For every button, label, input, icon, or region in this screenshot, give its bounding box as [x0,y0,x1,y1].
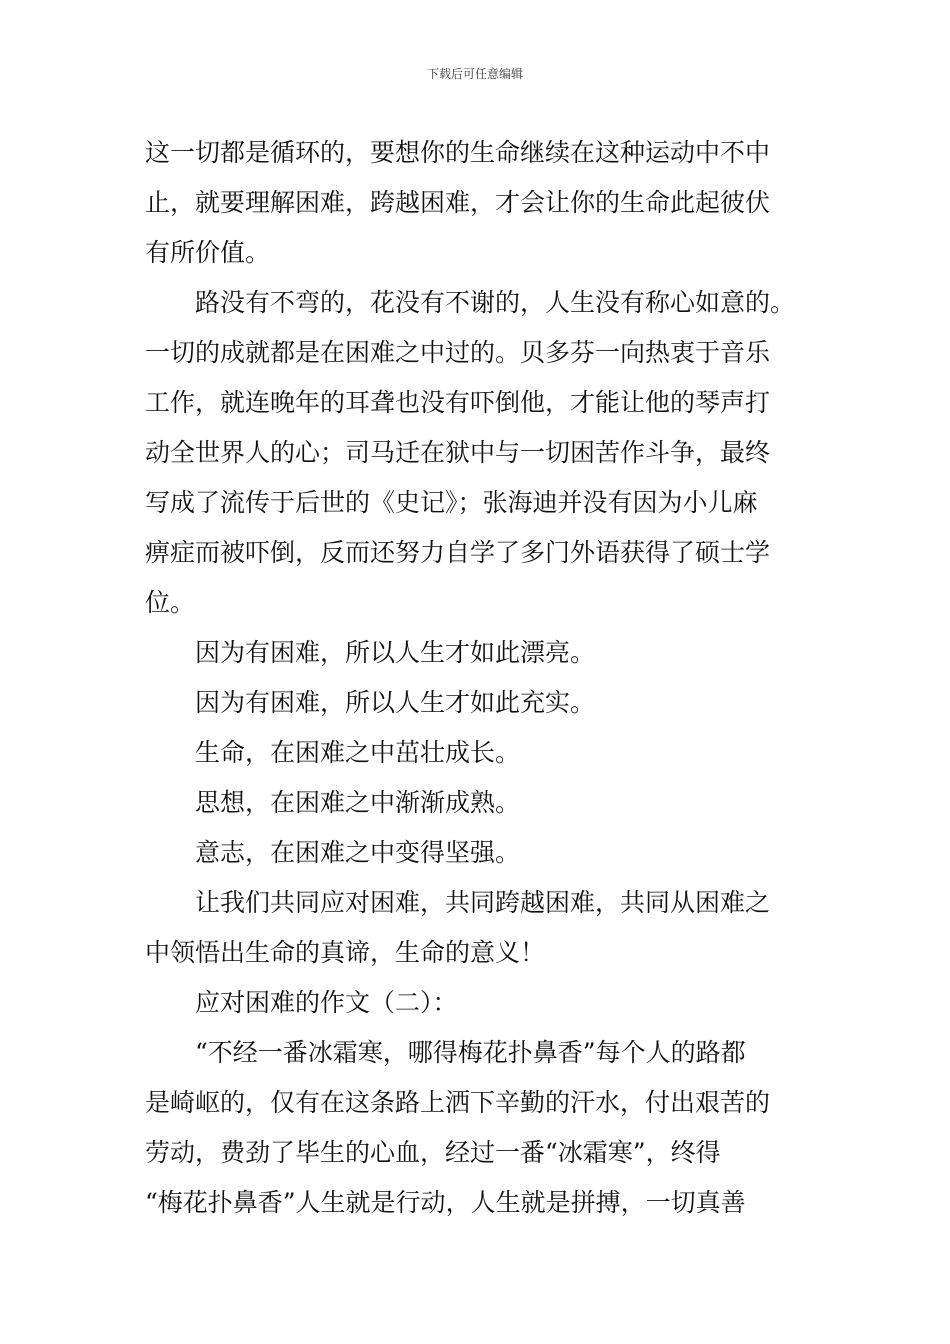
text-line: 位。 [145,588,196,617]
paragraph [145,278,810,628]
text-line: 写成了流传于后世的《史记》；张海迪并没有因为小儿麻 [145,488,758,517]
paragraph [145,628,810,678]
paragraph [145,128,810,278]
document-body [145,128,810,1228]
paragraph [145,678,810,728]
text-line: “不经一番冰霜寒，哪得梅花扑鼻香”每个人的路都 [195,1038,746,1067]
text-line: 因为有困难，所以人生才如此漂亮。 [195,638,596,667]
text-line: “梅花扑鼻香”人生就是行动，人生就是拼搏，一切真善 [145,1188,746,1217]
text-line: 中领悟出生命的真谛，生命的意义！ [145,938,546,967]
text-line: 这一切都是循环的，要想你的生命继续在这种运动中不中 [145,138,771,167]
text-line: 应对困难的作文（二）： [195,988,458,1017]
paragraph [145,778,810,828]
text-line: 止，就要理解困难，跨越困难，才会让你的生命此起彼伏 [145,188,771,217]
section-heading [145,978,810,1028]
page-header: 下载后可任意编辑 [426,67,523,81]
text-line: 思想，在困难之中渐渐成熟。 [195,788,521,817]
text-line: 是崎岖的，仅有在这条路上洒下辛勤的汗水，付出艰苦的 [145,1088,771,1117]
paragraph [145,878,810,978]
text-line: 路没有不弯的，花没有不谢的，人生没有称心如意的。 [195,288,796,317]
text-line: 痹症而被吓倒，反而还努力自学了多门外语获得了硕士学 [145,538,771,567]
paragraph [145,728,810,778]
text-line: 因为有困难，所以人生才如此充实。 [195,688,596,717]
text-line: 劳动，费劲了毕生的心血，经过一番“冰霜寒”，终得 [145,1138,721,1167]
text-line: 有所价值。 [145,238,271,267]
text-line: 工作，就连晚年的耳聋也没有吓倒他，才能让他的琴声打 [145,388,771,417]
paragraph [145,828,810,878]
text-line: 意志，在困难之中变得坚强。 [195,838,521,867]
text-line: 让我们共同应对困难，共同跨越困难，共同从困难之 [195,888,771,917]
text-line: 一切的成就都是在困难之中过的。贝多芬一向热衷于音乐 [145,338,771,367]
paragraph [145,1028,810,1228]
text-line: 动全世界人的心；司马迁在狱中与一切困苦作斗争，最终 [145,438,771,467]
text-line: 生命，在困难之中茁壮成长。 [195,738,521,767]
